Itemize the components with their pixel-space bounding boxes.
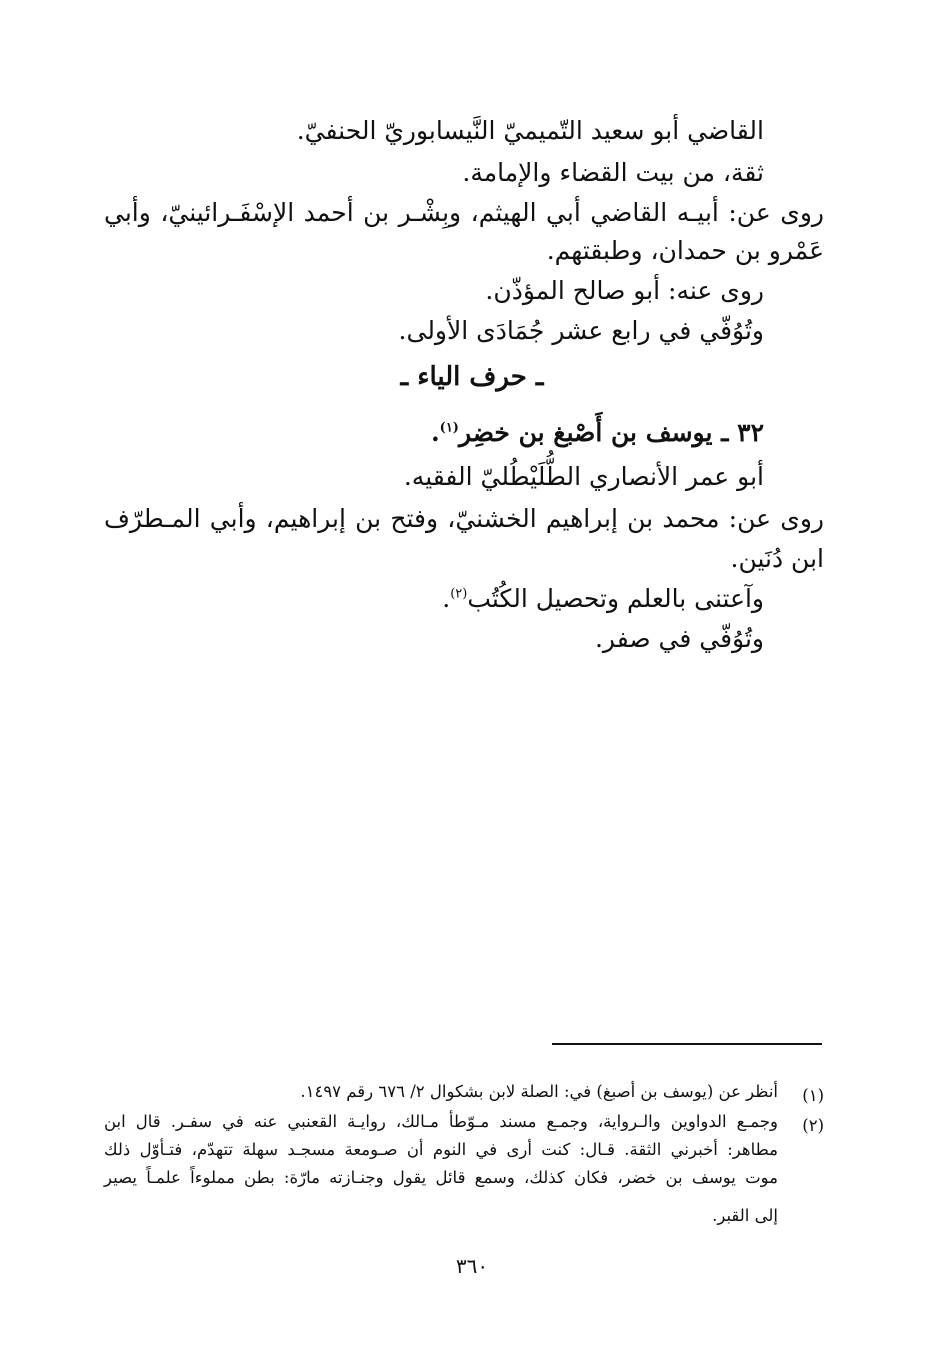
entry-line-text: وآعتنى بالعلم وتحصيل الكُتُب: [467, 584, 764, 613]
entry-line: روى عن: محمد بن إبراهيم الخشنيّ، وفتح بن إبراهيم، وأبي المـطرّف: [104, 504, 824, 533]
entry-line: أبو عمر الأنصاري الطُّلَيْطُليّ الفقيه.: [403, 462, 764, 491]
entry-line: ثقة، من بيت القضاء والإمامة.: [462, 158, 764, 187]
entry-line: روى عنه: أبو صالح المؤذّن.: [485, 276, 764, 305]
entry-line: عَمْرو بن حمدان، وطبقتهم.: [546, 236, 824, 265]
entry-line: وتُوُفّي في صفر.: [594, 624, 764, 653]
footnote-number: (٢): [802, 1116, 824, 1135]
footnote-number: (١): [802, 1086, 824, 1105]
entry-line: روى عن: أبيـه القاضي أبي الهيثم، وبِشْـر بن أحمد الإسْفَـرائينيّ، وأبي: [104, 198, 824, 227]
entry-title-text: ٣٢ ـ يوسف بن أَصْبغ بن خضِر: [458, 418, 764, 447]
footnote-line: وجمـع الدواوين والـرواية، وجمـع مسند مـوّطأ مـالك، روايـة القعنبي عنه في سفـر. قال ابن: [104, 1112, 778, 1131]
entry-line: [442, 582, 764, 616]
footnote-ref: (١): [439, 420, 459, 436]
footnote-line: إلى القبر.: [712, 1206, 778, 1225]
footnote-separator: [552, 1043, 822, 1045]
footnote-ref: (٢): [450, 586, 468, 602]
entry-line: وتُوُفّي في رابع عشر جُمَادَى الأولى.: [398, 316, 764, 345]
entry-line-end: .: [442, 584, 451, 613]
footnote-line: أنظر عن (يوسف بن أصبغ) في: الصلة لابن بشكوال ٢/ ٦٧٦ رقم ١٤٩٧.: [300, 1082, 778, 1101]
entry-title: [431, 416, 764, 450]
entry-title-end: .: [430, 418, 440, 447]
section-heading: ـ حرف الياء ـ: [400, 362, 544, 392]
footnote-line: موت يوسف بن خضر، فكان كذلك، وسمع قائل يقول وجنـازته مارّة: بطن مملوءاً علمـاً يصير: [104, 1168, 778, 1187]
entry-line: ابن دُنَين.: [730, 544, 824, 573]
entry-line: القاضي أبو سعيد التّميميّ النَّيسابوريّ الحنفيّ.: [296, 116, 764, 145]
page-number: ٣٦٠: [455, 1254, 489, 1278]
footnote-line: مطاهر: أخبرني الثقة. قـال: كنت أرى في النوم أن صـومعة مسجـد سهلة تتهدّم، فتـأوّل ذلك: [104, 1140, 778, 1159]
